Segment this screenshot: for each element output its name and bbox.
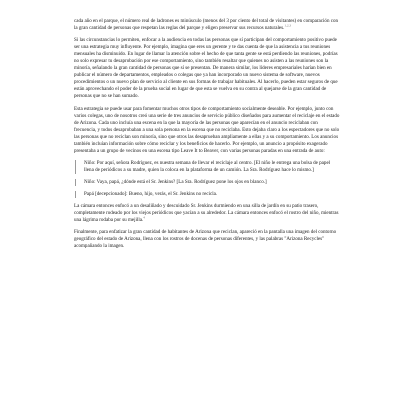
- citation-marker: 4: [143, 215, 145, 220]
- dialog-text: Papá [decepcionado]: Bueno, hijo, verás, el Sr. Jenkins no recicla.: [84, 190, 218, 197]
- paragraph-text: La cámara entonces enfocó a un desaliñado y descuidado Sr. Jenkins durmiendo en una silla de jardín en su patio trasero, completamente rodeado por los viejos periódicos que yacían a su alrededor. La cámara entonces enfocó el rostro del niño, mientras una lágrima rodaba por su mejilla.: [74, 203, 339, 224]
- dialog-text: Niño: Por aquí, señora Rodríguez, es nuestra semana de llevar el reciclaje al centro. [El niño le entrega una bolsa de papel llena de periódicos a su madre, quien la coloca en la plataforma de un camión. La Sra. Rodríguez hace lo mismo.]: [84, 159, 331, 173]
- paragraph-park-thieves: [74, 18, 340, 32]
- dialog-text: Niño: Vaya, papá, ¿dónde está el Sr. Jenkins? [La Sra. Rodríguez pone los ojos en blanco.]: [84, 178, 267, 185]
- dialog-line-boy-2: [75, 179, 340, 186]
- paragraph-camera-jenkins: [74, 203, 340, 224]
- citation-marker: 1,2,3: [284, 23, 292, 28]
- dialog-line-boy-1: [75, 160, 340, 174]
- paragraph-recycling-ads: [74, 106, 340, 155]
- paragraph-manager-example: [74, 37, 340, 100]
- dialog-line-dad: [75, 191, 340, 198]
- paragraph-text: Si las circunstancias lo permiten, enfocar a la audiencia en todas las personas que sí participan del comportamiento positivo puede ser una estrategia muy influyente. Por ejemplo, imagina que eres un gerente y te das cuenta de que la asistencia a tus reuniones mensuales ha disminuido. En lugar de llamar la atención sobre el hecho de que tanta gente se está perdiendo las reuniones, podrías no solo expresar tu desaprobación por ese comportamiento, sino también resaltar que quienes no asisten a las reuniones son la minoría, señalando la gran cantidad de personas que sí se presentan. De manera similar, los líderes empresariales harían bien en publicar el número de departamentos, empleados o colegas que ya han incorporado un nuevo sistema de software, nuevos procedimientos o un nuevo plan de servicio al cliente en sus formas de trabajar habituales. Al hacerlo, pueden estar seguros de que están aprovechando el poder de la prueba social en lugar de que esta se vuelva en su contra al quejarse de la gran cantidad de personas que no se han sumado.: [74, 37, 338, 100]
- paragraph-text: cada año en el parque, el número real de ladrones es minúsculo (menos del 3 por ciento del total de visitantes) en comparación con la gran cantidad de personas que respetan las reglas del parque y eligen preservar sus recursos naturales.: [74, 18, 339, 32]
- paragraph-arizona-recycles: [74, 229, 340, 250]
- paragraph-text: Esta estrategia se puede usar para fomentar muchos otros tipos de comportamiento socialmente deseable. Por ejemplo, junto con varios colegas, uno de nosotros creó una serie de tres anuncios de servicio público diseñados para aumentar el reciclaje en el estado de Arizona. Cada uno incluía una escena en la que la mayoría de las personas que aparecían en el anuncio reciclaban con frecuencia, y todos desaprobaban a una sola persona en la escena que no reciclaba. Esto dejaba claro a los espectadores que no solo las personas que no reciclan son minoría, sino que otros las desaprueban ampliamente a ellas y a su comportamiento. Los anuncios también incluían información sobre cómo reciclar y los beneficios de hacerlo. Por ejemplo, un anuncio a propósito exagerado presentaba a un grupo de vecinos en una escena tipo Leave It to Beaver, con varias personas paradas en una entrada de auto:: [74, 105, 340, 154]
- paragraph-text: Finalmente, para enfatizar la gran cantidad de habitantes de Arizona que reciclan, apareció en la pantalla una imagen del contorno geográfico del estado de Arizona, llena con los rostros de docenas de personas diferentes, y las palabras "Arizona Recycles" acompañando la imagen.: [74, 229, 337, 250]
